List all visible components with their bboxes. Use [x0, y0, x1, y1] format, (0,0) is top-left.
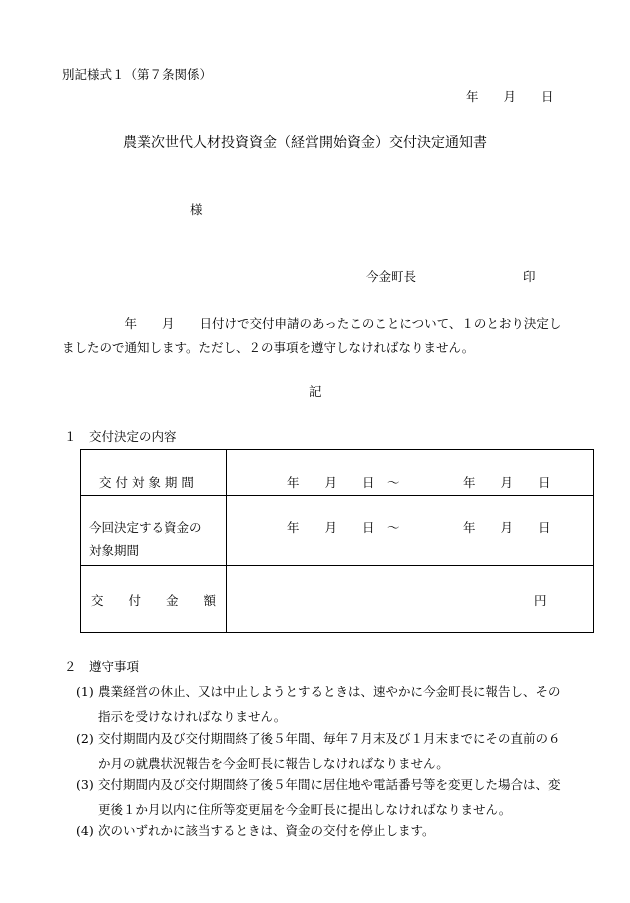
body-text-line1: 年 月 日付けで交付申請のあったこのことについて、１のとおり決定し [62, 316, 562, 331]
list-item-number: (2) [76, 731, 94, 746]
row-label-current-line2: 対象期間 [89, 543, 140, 558]
row-label-amount: 交 付 金 額 [91, 593, 217, 608]
table-divider-row2 [81, 565, 593, 566]
row-period-from: 年 月 日 ～ [287, 475, 400, 490]
list-item-number: (3) [76, 777, 94, 792]
recipient-suffix: 様 [190, 202, 203, 217]
form-label: 別記様式１（第７条関係） [62, 67, 213, 82]
table-divider-vertical [226, 450, 227, 632]
row-current-from: 年 月 日 ～ [287, 520, 400, 535]
list-item-line1: 交付期間内及び交付期間終了後５年間に居住地や電話番号等を変更した場合は、変 [98, 777, 561, 792]
issuer-name: 今金町長 [366, 269, 417, 284]
list-item-number: (4) [76, 823, 94, 838]
row-current-to: 年 月 日 [463, 520, 551, 535]
date-line: 年 月 日 [466, 89, 554, 104]
row-period-to: 年 月 日 [463, 475, 551, 490]
row-label-current-line1: 今回決定する資金の [89, 520, 202, 535]
list-item-line1: 農業経営の休止、又は中止しようとするときは、速やかに今金町長に報告し、その [98, 684, 561, 699]
list-item-line2: 指示を受けなければなりません。 [98, 709, 287, 724]
list-item-line1: 次のいずれかに該当するときは、資金の交付を停止します。 [98, 823, 435, 838]
ki-label: 記 [309, 384, 322, 399]
body-text-line2: ましたので通知します。ただし、２の事項を遵守しなければなりません。 [62, 340, 475, 355]
row-label-period: 交 付 対 象 期 間 [99, 475, 194, 490]
list-item-number: (1) [76, 684, 94, 699]
section1-heading: １ 交付決定の内容 [64, 429, 177, 444]
list-item-line1: 交付期間内及び交付期間終了後５年間、毎年７月末及び１月末までにその直前の６ [98, 731, 561, 746]
seal-mark: 印 [523, 269, 536, 284]
list-item [76, 818, 576, 843]
table-divider-row1 [81, 495, 593, 496]
row-amount-unit: 円 [534, 593, 547, 608]
list-item-line2: か月の就農状況報告を今金町長に報告しなければなりません。 [98, 756, 449, 771]
decision-table [80, 449, 594, 633]
section2-heading: ２ 遵守事項 [64, 659, 140, 674]
document-title: 農業次世代人材投資資金（経営開始資金）交付決定通知書 [123, 135, 487, 151]
list-item [76, 726, 576, 776]
list-item [76, 679, 576, 729]
list-item-line2: 更後１か月以内に住所等変更届を今金町長に提出しなければなりません。 [98, 802, 512, 817]
list-item [76, 772, 576, 822]
